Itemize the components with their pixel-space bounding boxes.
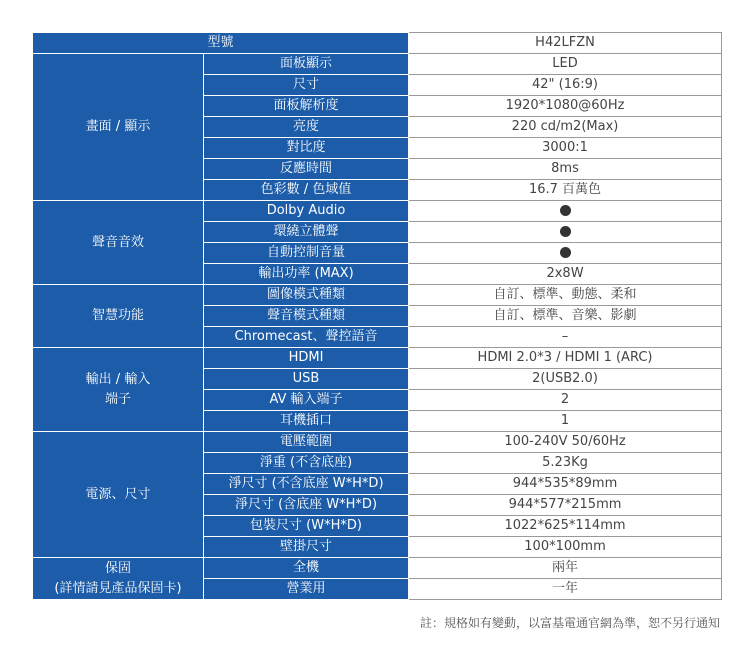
spec-row (33, 54, 722, 75)
spec-label: Chromecast、聲控語音 (204, 327, 409, 348)
spec-label: 亮度 (204, 117, 409, 138)
spec-value: 2 (409, 390, 722, 411)
spec-value: 944*535*89mm (409, 474, 722, 495)
spec-value: 自訂、標準、動態、柔和 (409, 285, 722, 306)
spec-value: 1 (409, 411, 722, 432)
spec-value: 一年 (409, 579, 722, 600)
category-cell: 輸出 / 輸入 端子 (33, 348, 204, 432)
spec-label: 耳機插口 (204, 411, 409, 432)
spec-row (33, 432, 722, 453)
spec-label: 包裝尺寸 (W*H*D) (204, 516, 409, 537)
spec-label: 自動控制音量 (204, 243, 409, 264)
spec-value: 5.23Kg (409, 453, 722, 474)
spec-label: HDMI (204, 348, 409, 369)
spec-value: 220 cd/m2(Max) (409, 117, 722, 138)
spec-value-supported (409, 243, 722, 264)
spec-value-supported (409, 201, 722, 222)
spec-value: 42" (16:9) (409, 75, 722, 96)
spec-value: 944*577*215mm (409, 495, 722, 516)
spec-value: 3000:1 (409, 138, 722, 159)
spec-row (33, 285, 722, 306)
category-cell: 聲音音效 (33, 201, 204, 285)
category-cell: 電源、尺寸 (33, 432, 204, 558)
spec-label: 環繞立體聲 (204, 222, 409, 243)
spec-value: 1022*625*114mm (409, 516, 722, 537)
spec-label: 面板解析度 (204, 96, 409, 117)
header-row (33, 33, 722, 54)
spec-value: HDMI 2.0*3 / HDMI 1 (ARC) (409, 348, 722, 369)
supported-dot-icon (560, 247, 571, 258)
spec-row (33, 201, 722, 222)
supported-dot-icon (560, 226, 571, 237)
spec-label: 壁掛尺寸 (204, 537, 409, 558)
footnote: 註：規格如有變動，以富基電通官網為準，恕不另行通知 (419, 616, 720, 630)
spec-label: 反應時間 (204, 159, 409, 180)
category-cell: 保固 (詳情請見產品保固卡) (33, 558, 204, 600)
spec-value: 8ms (409, 159, 722, 180)
spec-value: LED (409, 54, 722, 75)
spec-value: 16.7 百萬色 (409, 180, 722, 201)
spec-value: 100*100mm (409, 537, 722, 558)
spec-label: 全機 (204, 558, 409, 579)
spec-row (33, 558, 722, 579)
model-value: H42LFZN (409, 33, 722, 54)
spec-label: 面板顯示 (204, 54, 409, 75)
spec-label: 營業用 (204, 579, 409, 600)
spec-table-body (33, 33, 722, 600)
spec-label: Dolby Audio (204, 201, 409, 222)
spec-label: 電壓範圍 (204, 432, 409, 453)
spec-label: 圖像模式種類 (204, 285, 409, 306)
spec-label: 淨重 (不含底座) (204, 453, 409, 474)
spec-label: 色彩數 / 色域值 (204, 180, 409, 201)
spec-label: 淨尺寸 (不含底座 W*H*D) (204, 474, 409, 495)
spec-value: 2x8W (409, 264, 722, 285)
spec-label: AV 輸入端子 (204, 390, 409, 411)
spec-value: – (409, 327, 722, 348)
spec-label: USB (204, 369, 409, 390)
spec-label: 輸出功率 (MAX) (204, 264, 409, 285)
spec-value: 自訂、標準、音樂、影劇 (409, 306, 722, 327)
model-label: 型號 (33, 33, 409, 54)
spec-row (33, 348, 722, 369)
category-cell: 智慧功能 (33, 285, 204, 348)
spec-label: 尺寸 (204, 75, 409, 96)
category-cell: 畫面 / 顯示 (33, 54, 204, 201)
spec-value: 兩年 (409, 558, 722, 579)
spec-value: 2(USB2.0) (409, 369, 722, 390)
spec-value: 100-240V 50/60Hz (409, 432, 722, 453)
spec-label: 對比度 (204, 138, 409, 159)
supported-dot-icon (560, 205, 571, 216)
spec-table (32, 32, 722, 600)
spec-value: 1920*1080@60Hz (409, 96, 722, 117)
spec-label: 聲音模式種類 (204, 306, 409, 327)
spec-label: 淨尺寸 (含底座 W*H*D) (204, 495, 409, 516)
spec-value-supported (409, 222, 722, 243)
